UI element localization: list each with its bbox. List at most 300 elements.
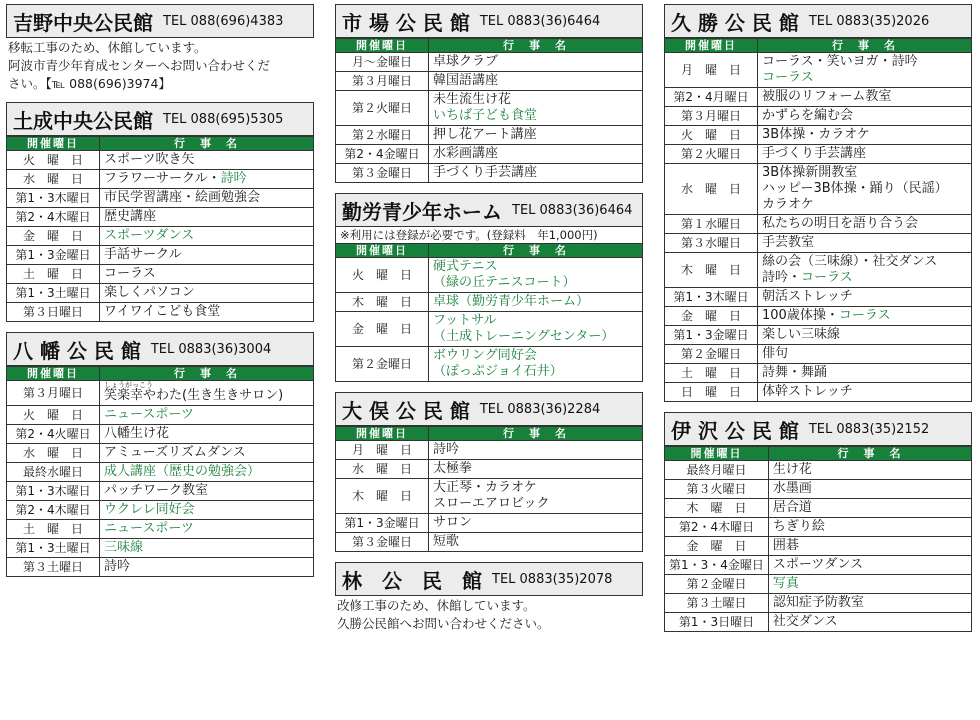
event-line	[433, 294, 638, 310]
schedule-day: 第2・4月曜日	[665, 88, 758, 107]
header-day: 開催曜日	[336, 39, 429, 53]
schedule-day: 第３土曜日	[665, 594, 769, 613]
table-row	[665, 480, 972, 499]
schedule-event	[758, 307, 972, 326]
center-name: 伊 沢 公 民 館	[671, 418, 799, 443]
schedule-day: 第1・3金曜日	[7, 246, 100, 265]
event-text: パッチワーク教室	[104, 483, 209, 498]
event-line	[762, 146, 967, 162]
event-line	[762, 327, 967, 343]
event-line	[433, 534, 638, 550]
table-row	[665, 613, 972, 632]
event-text: 詩舞・舞踊	[762, 365, 828, 380]
table-row	[7, 246, 314, 265]
table-row	[336, 479, 643, 514]
community-center-section	[335, 193, 643, 382]
center-name: 八 幡 公 民 館	[13, 338, 141, 363]
center-name: 市 場 公 民 館	[342, 10, 470, 35]
schedule-event	[429, 91, 643, 126]
event-line	[104, 190, 309, 206]
schedule-event	[100, 539, 314, 558]
table-row	[665, 594, 972, 613]
schedule-event	[100, 381, 314, 406]
schedule-day: 水 曜 日	[7, 170, 100, 189]
table-row	[665, 145, 972, 164]
schedule-day: 土 曜 日	[7, 265, 100, 284]
event-line	[433, 348, 638, 364]
event-line	[773, 576, 967, 592]
event-text: 手づくり手芸講座	[433, 165, 538, 180]
table-row	[336, 293, 643, 312]
event-text: 認知症予防教室	[772, 595, 864, 610]
center-tel: TEL 088(696)4383	[163, 13, 284, 29]
table-row	[7, 425, 314, 444]
schedule-event	[100, 284, 314, 303]
schedule-table	[664, 38, 972, 402]
table-row	[7, 151, 314, 170]
event-line	[433, 165, 638, 181]
table-row	[7, 463, 314, 482]
schedule-event	[429, 258, 643, 293]
center-tel: TEL 0883(35)2152	[808, 421, 930, 437]
event-text: 卓球クラブ	[433, 54, 499, 69]
event-text: 囲碁	[772, 538, 799, 553]
table-row	[665, 499, 972, 518]
schedule-day: 金 曜 日	[665, 307, 758, 326]
schedule-day: 第２金曜日	[665, 575, 769, 594]
center-tel: TEL 088(695)5305	[163, 111, 284, 127]
schedule-event	[758, 326, 972, 345]
event-line	[762, 54, 967, 70]
schedule-event	[100, 265, 314, 284]
schedule-day: 第1・3金曜日	[336, 514, 429, 533]
schedule-event	[429, 164, 643, 183]
closure-note: 久勝公民館へお問い合わせください。	[337, 616, 550, 631]
table-row	[7, 406, 314, 425]
event-text: 笑楽幸やわた(生き生きサロン)	[104, 388, 284, 403]
event-line	[762, 216, 967, 232]
header-day: 開催曜日	[336, 244, 429, 258]
event-line	[433, 329, 638, 345]
schedule-day: 第1・3土曜日	[7, 539, 100, 558]
schedule-table	[664, 446, 972, 632]
event-text: コーラス	[762, 70, 814, 85]
event-text: 手づくり手芸講座	[762, 146, 867, 161]
header-event: 行 事 名	[768, 447, 971, 461]
table-row	[665, 307, 972, 326]
table-row	[665, 364, 972, 383]
table-row	[7, 501, 314, 520]
event-text: 太極拳	[433, 461, 473, 476]
schedule-day: 水 曜 日	[7, 444, 100, 463]
event-line	[104, 247, 309, 263]
table-row	[7, 539, 314, 558]
center-tel: TEL 0883(36)3004	[150, 341, 272, 357]
table-row	[7, 303, 314, 322]
column-3	[664, 4, 972, 642]
table-row	[665, 253, 972, 288]
event-line	[104, 285, 309, 301]
event-line	[104, 540, 309, 556]
section-header	[335, 392, 643, 426]
event-line	[433, 259, 638, 275]
schedule-day: 第1・3土曜日	[7, 284, 100, 303]
event-line	[773, 462, 967, 478]
section-header	[6, 332, 314, 366]
event-line	[773, 481, 967, 497]
schedule-event	[758, 53, 972, 88]
header-event: 行 事 名	[429, 244, 643, 258]
event-line	[762, 289, 967, 305]
section-header	[335, 4, 643, 38]
event-line	[773, 557, 967, 573]
table-header-row	[665, 447, 972, 461]
schedule-table	[6, 366, 314, 577]
table-row	[336, 533, 643, 552]
event-text: 被服のリフォーム教室	[762, 89, 892, 104]
table-row	[336, 258, 643, 293]
event-text: 朝活ストレッチ	[762, 289, 853, 304]
table-header-row	[665, 39, 972, 53]
schedule-table	[335, 38, 643, 183]
schedule-event	[758, 107, 972, 126]
center-name: 大 俣 公 民 館	[342, 398, 470, 423]
schedule-day: 土 曜 日	[665, 364, 758, 383]
table-row	[665, 556, 972, 575]
event-text: ニュースポーツ	[104, 521, 194, 536]
event-line	[762, 108, 967, 124]
event-line	[762, 181, 967, 197]
schedule-day: 火 曜 日	[7, 406, 100, 425]
schedule-event	[100, 246, 314, 265]
event-line	[104, 559, 309, 575]
event-line	[762, 384, 967, 400]
table-row	[7, 284, 314, 303]
table-row	[665, 326, 972, 345]
header-day: 開催曜日	[665, 39, 758, 53]
event-line	[104, 445, 309, 461]
table-row	[336, 72, 643, 91]
event-line	[762, 235, 967, 251]
schedule-day: 水 曜 日	[336, 460, 429, 479]
event-text: 手芸教室	[762, 235, 815, 250]
event-line	[773, 614, 967, 630]
schedule-day: 火 曜 日	[336, 258, 429, 293]
schedule-day: 第３土曜日	[7, 558, 100, 577]
table-header-row	[7, 137, 314, 151]
schedule-event	[429, 514, 643, 533]
event-text: 詩吟	[220, 171, 247, 186]
event-text: フットサル	[433, 313, 497, 328]
center-name: 林 公 民 館	[342, 568, 482, 593]
schedule-day: 第３月曜日	[665, 107, 758, 126]
event-line	[104, 483, 309, 499]
center-tel: TEL 0883(36)2284	[479, 401, 601, 417]
community-center-section	[335, 4, 643, 183]
event-line	[433, 480, 638, 496]
event-line	[773, 500, 967, 516]
center-name: 土成中央公民館	[13, 108, 153, 133]
event-text: 八幡生け花	[104, 426, 170, 441]
event-line	[104, 171, 309, 187]
table-row	[7, 482, 314, 501]
event-text: 3B体操新開教室	[762, 165, 858, 180]
event-line	[762, 308, 967, 324]
schedule-day: 第1・3金曜日	[665, 326, 758, 345]
table-row	[665, 126, 972, 145]
schedule-day: 第２火曜日	[665, 145, 758, 164]
table-row	[665, 461, 972, 480]
event-text: 詩吟	[433, 442, 460, 457]
schedule-event	[429, 460, 643, 479]
event-text: （土成トレーニングセンター）	[433, 329, 615, 344]
header-event: 行 事 名	[429, 427, 643, 441]
schedule-day: 最終水曜日	[7, 463, 100, 482]
schedule-event	[768, 499, 971, 518]
schedule-day: 木 曜 日	[665, 499, 769, 518]
table-row	[336, 145, 643, 164]
schedule-event	[100, 208, 314, 227]
event-line	[433, 92, 638, 108]
event-line	[104, 407, 309, 423]
closure-note: さい。【℡ 088(696)3974】	[8, 76, 171, 91]
schedule-day: 最終月曜日	[665, 461, 769, 480]
community-center-section	[6, 102, 314, 322]
event-text: サロン	[433, 515, 473, 530]
schedule-day: 日 曜 日	[665, 383, 758, 402]
schedule-day: 第３月曜日	[7, 381, 100, 406]
event-text: スポーツダンス	[772, 557, 863, 572]
schedule-event	[768, 575, 971, 594]
event-text: （ぽっぷジョイ石井）	[433, 364, 563, 379]
event-text: 社交ダンス	[772, 614, 838, 629]
schedule-event	[768, 556, 971, 575]
section-header	[664, 412, 972, 446]
table-row	[336, 312, 643, 347]
event-line	[433, 146, 638, 162]
schedule-day: 月～金曜日	[336, 53, 429, 72]
event-text: 押し花アート講座	[433, 127, 537, 142]
event-text: 韓国語講座	[433, 73, 499, 88]
event-line	[773, 538, 967, 554]
table-row	[336, 91, 643, 126]
event-text: アミューズリズムダンス	[104, 445, 246, 460]
schedule-event	[758, 364, 972, 383]
event-line	[762, 165, 967, 181]
table-row	[665, 88, 972, 107]
schedule-day: 第３火曜日	[665, 480, 769, 499]
community-center-section	[6, 332, 314, 577]
table-row	[7, 189, 314, 208]
column-1	[6, 4, 314, 587]
schedule-day: 第３金曜日	[336, 164, 429, 183]
event-line	[762, 365, 967, 381]
center-tel: TEL 0883(36)6464	[512, 202, 633, 218]
event-text: ボウリング同好会	[433, 348, 537, 363]
schedule-day: 火 曜 日	[7, 151, 100, 170]
ruby-text: しょうがっこう	[104, 381, 153, 389]
schedule-event	[100, 501, 314, 520]
header-event: 行 事 名	[758, 39, 972, 53]
table-row	[336, 514, 643, 533]
column-2	[335, 4, 643, 642]
table-row	[7, 208, 314, 227]
table-row	[7, 520, 314, 539]
table-row	[665, 234, 972, 253]
schedule-day: 第３金曜日	[336, 533, 429, 552]
event-text: 市民学習講座・絵画勉強会	[104, 190, 261, 205]
event-text: 私たちの明日を語り合う会	[762, 216, 919, 231]
schedule-event	[758, 164, 972, 215]
schedule-day: 第１水曜日	[665, 215, 758, 234]
section-header	[6, 4, 314, 38]
table-row	[336, 460, 643, 479]
schedule-event	[768, 480, 971, 499]
schedule-day: 第３月曜日	[336, 72, 429, 91]
event-text: 未生流生け花	[433, 92, 512, 107]
table-row	[336, 164, 643, 183]
event-text: 歴史講座	[104, 209, 157, 224]
community-center-section	[335, 562, 643, 632]
schedule-event	[758, 288, 972, 307]
table-row	[7, 381, 314, 406]
table-row	[336, 347, 643, 382]
event-text: 詩吟・	[762, 270, 802, 285]
section-header	[664, 4, 972, 38]
event-line	[433, 442, 638, 458]
table-row	[665, 345, 972, 364]
community-center-section	[335, 392, 643, 552]
table-header-row	[7, 367, 314, 381]
event-text: 楽しくパソコン	[104, 285, 195, 300]
table-header-row	[336, 244, 643, 258]
schedule-day: 火 曜 日	[665, 126, 758, 145]
schedule-day: 木 曜 日	[336, 293, 429, 312]
event-text: 俳句	[762, 346, 789, 361]
event-text: 大正琴・カラオケ	[433, 480, 537, 495]
event-text: 成人講座（歴史の勉強会）	[104, 464, 261, 479]
schedule-day: 金 曜 日	[665, 537, 769, 556]
schedule-day: 第1・3木曜日	[7, 482, 100, 501]
event-text: 100歳体操・	[762, 308, 839, 323]
table-header-row	[336, 427, 643, 441]
center-tel: TEL 0883(35)2078	[492, 571, 613, 587]
table-row	[665, 53, 972, 88]
table-row	[7, 170, 314, 189]
event-line	[104, 152, 309, 168]
table-row	[665, 288, 972, 307]
closure-note: 阿波市青少年育成センターへお問い合わせくだ	[8, 58, 271, 73]
event-text: フラワーサークル・	[104, 171, 221, 186]
schedule-event	[429, 441, 643, 460]
section-header	[335, 562, 643, 596]
schedule-day: 第2・4火曜日	[7, 425, 100, 444]
event-text: 3B体操・カラオケ	[762, 127, 870, 142]
event-line	[104, 464, 309, 480]
event-text: カラオケ	[762, 197, 814, 212]
event-text: スローエアロビック	[433, 496, 550, 511]
event-line	[104, 502, 309, 518]
event-line	[104, 521, 309, 537]
schedule-day: 第２火曜日	[336, 91, 429, 126]
table-row	[7, 265, 314, 284]
schedule-event	[768, 594, 971, 613]
event-text: 水彩画講座	[433, 146, 499, 161]
table-row	[7, 444, 314, 463]
schedule-event	[100, 151, 314, 170]
event-line	[104, 209, 309, 225]
schedule-event	[758, 88, 972, 107]
table-row	[7, 227, 314, 246]
event-text: 楽しい三味線	[762, 327, 841, 342]
event-line	[104, 266, 309, 282]
closure-note: 改修工事のため、休館しています。	[337, 598, 536, 613]
schedule-event	[100, 558, 314, 577]
table-row	[665, 518, 972, 537]
table-row	[665, 215, 972, 234]
event-line	[433, 54, 638, 70]
event-line	[762, 89, 967, 105]
event-text: コーラス	[104, 266, 156, 281]
schedule-event	[768, 518, 971, 537]
closure-note: 移転工事のため、休館しています。	[8, 40, 207, 55]
schedule-event	[758, 145, 972, 164]
schedule-event	[100, 482, 314, 501]
event-line	[762, 270, 967, 286]
schedule-day: 第1・3日曜日	[665, 613, 769, 632]
schedule-table	[335, 243, 643, 382]
event-text: コーラス	[801, 270, 853, 285]
schedule-day: 土 曜 日	[7, 520, 100, 539]
event-text: 絲の会（三味線）・社交ダンス	[762, 254, 938, 269]
table-row	[336, 126, 643, 145]
table-row	[7, 558, 314, 577]
schedule-day: 第2・4金曜日	[336, 145, 429, 164]
schedule-event	[758, 345, 972, 364]
schedule-event	[768, 613, 971, 632]
table-row	[665, 107, 972, 126]
schedule-day: 第1・3木曜日	[665, 288, 758, 307]
event-line	[433, 515, 638, 531]
schedule-event	[100, 227, 314, 246]
schedule-event	[100, 189, 314, 208]
table-row	[665, 383, 972, 402]
schedule-event	[758, 234, 972, 253]
schedule-event	[429, 347, 643, 382]
schedule-day: 第３水曜日	[665, 234, 758, 253]
schedule-day: 第２金曜日	[665, 345, 758, 364]
schedule-day: 月 曜 日	[665, 53, 758, 88]
schedule-event	[429, 145, 643, 164]
event-line	[433, 73, 638, 89]
event-text: いちば子ども食堂	[433, 108, 538, 123]
event-text: 短歌	[433, 534, 460, 549]
schedule-event	[100, 444, 314, 463]
schedule-day: 第1・3・4金曜日	[665, 556, 769, 575]
schedule-table	[335, 426, 643, 552]
schedule-event	[758, 253, 972, 288]
event-text: かずらを編む会	[762, 108, 854, 123]
event-line	[762, 346, 967, 362]
schedule-day: 第２水曜日	[336, 126, 429, 145]
schedule-event	[100, 520, 314, 539]
header-event: 行 事 名	[100, 137, 314, 151]
schedule-event	[100, 425, 314, 444]
schedule-event	[429, 53, 643, 72]
event-text: ちぎり絵	[772, 519, 825, 534]
schedule-event	[100, 406, 314, 425]
event-line	[433, 275, 638, 291]
